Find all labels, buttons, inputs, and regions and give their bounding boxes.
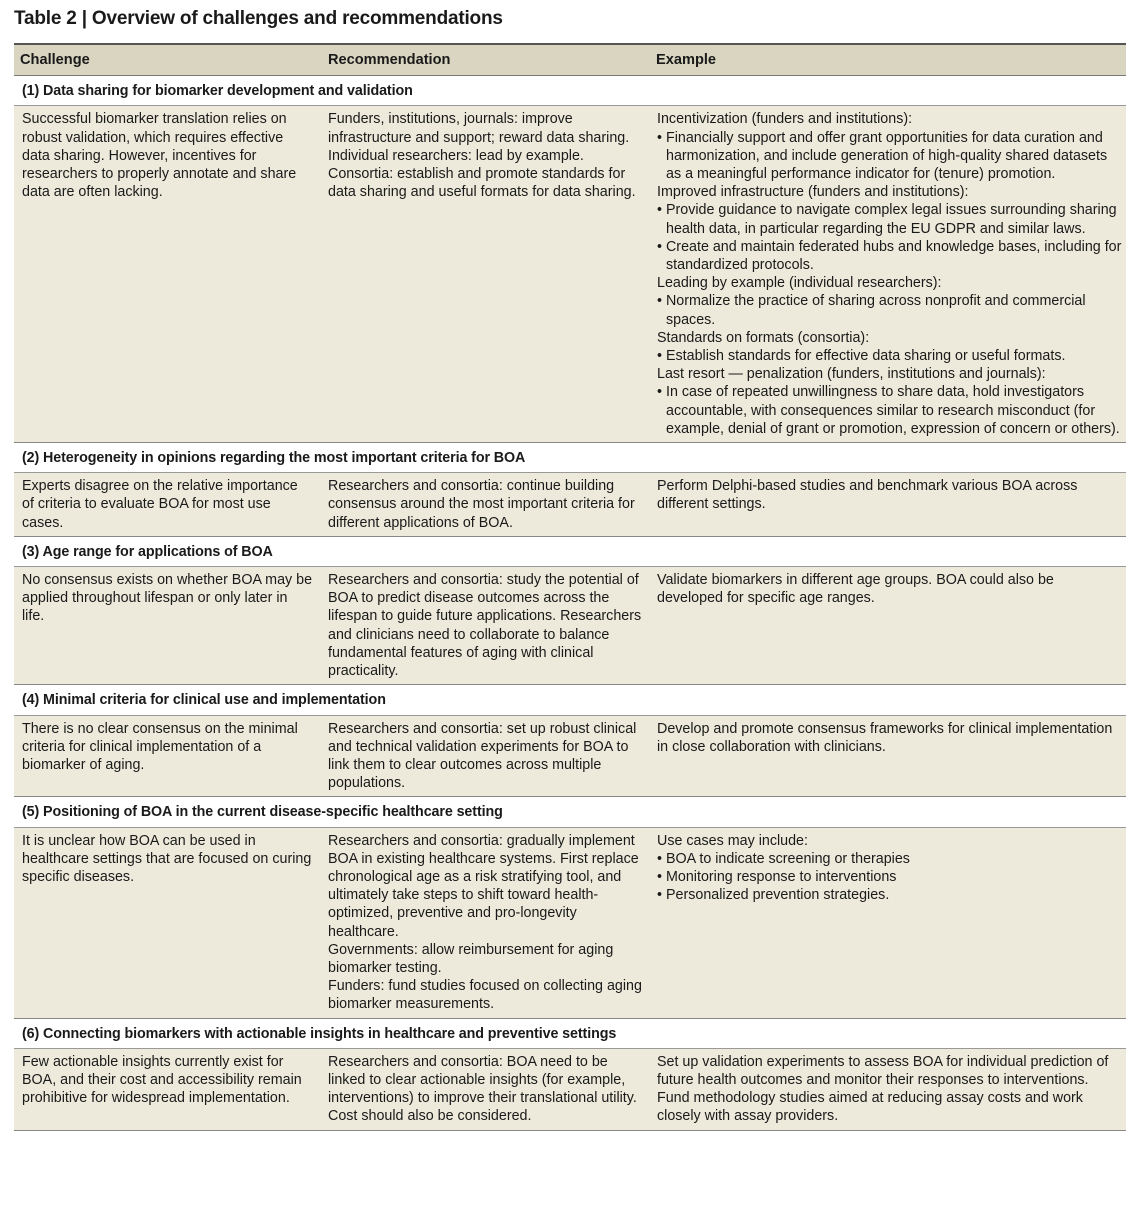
recommendation-cell xyxy=(321,827,650,1018)
example-bullet: • Financially support and offer grant opportunities for data curation and harmonization, and include generation of high-quality shared datasets as a meaningful performance indicator for (tenure) promotion. xyxy=(657,129,1108,183)
example-cell xyxy=(650,567,1126,685)
table-row xyxy=(14,567,1126,685)
example-bullet: • Personalized prevention strategies. xyxy=(657,887,890,904)
example-bullet: • In case of repeated unwillingness to share data, hold investigators accountable, with consequences similar to research misconduct (for example, denial of grant or promotion, expression of concern or others). xyxy=(657,384,1120,437)
recommendation-cell xyxy=(321,473,650,537)
section-heading: (4) Minimal criteria for clinical use and implementation xyxy=(14,685,1126,715)
table-row xyxy=(14,715,1126,797)
challenge-cell: Few actionable insights currently exist for BOA, and their cost and accessibility remain prohibitive for widespread implementation. xyxy=(14,1048,321,1130)
example-line: Last resort — penalization (funders, institutions and journals): xyxy=(657,366,1046,383)
section-heading-row xyxy=(14,536,1126,566)
recommendation-line: Researchers and consortia: study the potential of BOA to predict disease outcomes across the lifespan to guide future applications. Researchers and clinicians need to collaborate to balance fundamental features of aging with clinical practicality. xyxy=(328,572,642,680)
challenge-cell: There is no clear consensus on the minimal criteria for clinical implementation of a biomarker of aging. xyxy=(14,715,321,797)
challenge-cell: Experts disagree on the relative importance of criteria to evaluate BOA for most use cases. xyxy=(14,473,321,537)
challenge-cell: Successful biomarker translation relies on robust validation, which requires effective data sharing. However, incentives for researchers to properly annotate and share data are often lacking. xyxy=(14,106,321,443)
recommendation-line: Consortia: establish and promote standards for data sharing and useful formats for data sharing. xyxy=(328,166,636,201)
header-recommendation: Recommendation xyxy=(321,44,650,76)
example-cell xyxy=(650,106,1126,443)
challenge-cell: It is unclear how BOA can be used in healthcare settings that are focused on curing specific diseases. xyxy=(14,827,321,1018)
example-cell xyxy=(650,1048,1126,1130)
recommendation-cell xyxy=(321,715,650,797)
table-row xyxy=(14,1048,1126,1130)
example-line: Perform Delphi-based studies and benchmark various BOA across different settings. xyxy=(657,478,1078,513)
example-line: Standards on formats (consortia): xyxy=(657,329,870,346)
recommendation-line: Researchers and consortia: gradually implement BOA in existing healthcare systems. First replace chronological age as a risk stratifying tool, and ultimately take steps to shift toward health-optimized, preventive and pro-longevity healthcare. xyxy=(328,832,639,940)
table-row xyxy=(14,473,1126,537)
section-heading: (1) Data sharing for biomarker development and validation xyxy=(14,76,1126,106)
recommendation-cell xyxy=(321,1048,650,1130)
section-heading: (2) Heterogeneity in opinions regarding the most important criteria for BOA xyxy=(14,443,1126,473)
example-line: Leading by example (individual researchers): xyxy=(657,275,942,292)
recommendation-line: Researchers and consortia: BOA need to be linked to clear actionable insights (for example, interventions) to improve their translational utility. Cost should also be considered. xyxy=(328,1053,637,1125)
section-heading: (5) Positioning of BOA in the current disease-specific healthcare setting xyxy=(14,797,1126,827)
recommendation-line: Researchers and consortia: continue building consensus around the most important criteria for different applications of BOA. xyxy=(328,478,635,531)
example-cell xyxy=(650,473,1126,537)
example-line: Develop and promote consensus frameworks for clinical implementation in close collaboration with clinicians. xyxy=(657,720,1113,755)
example-bullet: • Monitoring response to interventions xyxy=(657,868,897,885)
example-bullet: • Create and maintain federated hubs and knowledge bases, including for standardized protocols. xyxy=(657,238,1122,274)
table-title: Table 2 | Overview of challenges and recommendations xyxy=(14,8,503,29)
example-bullet: • BOA to indicate screening or therapies xyxy=(657,850,910,867)
header-challenge: Challenge xyxy=(14,44,321,76)
header-row xyxy=(14,44,1126,76)
section-heading-row xyxy=(14,685,1126,715)
example-line: Use cases may include: xyxy=(657,832,808,849)
example-line: Validate biomarkers in different age groups. BOA could also be developed for specific age ranges. xyxy=(657,572,1054,607)
section-heading-row xyxy=(14,443,1126,473)
example-cell xyxy=(650,827,1126,1018)
recommendation-cell xyxy=(321,106,650,443)
section-heading-row xyxy=(14,1018,1126,1048)
table-row xyxy=(14,106,1126,443)
section-heading: (6) Connecting biomarkers with actionable insights in healthcare and preventive settings xyxy=(14,1018,1126,1048)
table-row xyxy=(14,827,1126,1018)
table-body xyxy=(14,76,1126,1130)
example-line: Set up validation experiments to assess BOA for individual prediction of future health outcomes and monitor their responses to interventions. Fund methodology studies aimed at reducing assay costs and work closely with assay providers. xyxy=(657,1053,1109,1125)
section-heading: (3) Age range for applications of BOA xyxy=(14,536,1126,566)
challenge-cell: No consensus exists on whether BOA may be applied throughout lifespan or only later in life. xyxy=(14,567,321,685)
challenges-table xyxy=(14,43,1126,1131)
recommendation-line: Individual researchers: lead by example. xyxy=(328,147,584,164)
recommendation-line: Funders, institutions, journals: improve infrastructure and support; reward data sharing. xyxy=(328,111,630,146)
example-bullet: • Establish standards for effective data sharing or useful formats. xyxy=(657,348,1066,365)
example-bullet: • Provide guidance to navigate complex legal issues surrounding sharing health data, in particular regarding the EU GDPR and similar laws. xyxy=(657,202,1117,237)
header-example: Example xyxy=(650,44,1126,76)
recommendation-line: Funders: fund studies focused on collecting aging biomarker measurements. xyxy=(328,978,642,1013)
section-heading-row xyxy=(14,76,1126,106)
example-cell xyxy=(650,715,1126,797)
recommendation-cell xyxy=(321,567,650,685)
example-line: Incentivization (funders and institutions): xyxy=(657,111,913,128)
section-heading-row xyxy=(14,797,1126,827)
recommendation-line: Governments: allow reimbursement for aging biomarker testing. xyxy=(328,941,614,976)
recommendation-line: Researchers and consortia: set up robust clinical and technical validation experiments for BOA to link them to clear outcomes across multiple populations. xyxy=(328,720,637,792)
example-line: Improved infrastructure (funders and institutions): xyxy=(657,184,969,201)
example-bullet: • Normalize the practice of sharing across nonprofit and commercial spaces. xyxy=(657,293,1086,328)
